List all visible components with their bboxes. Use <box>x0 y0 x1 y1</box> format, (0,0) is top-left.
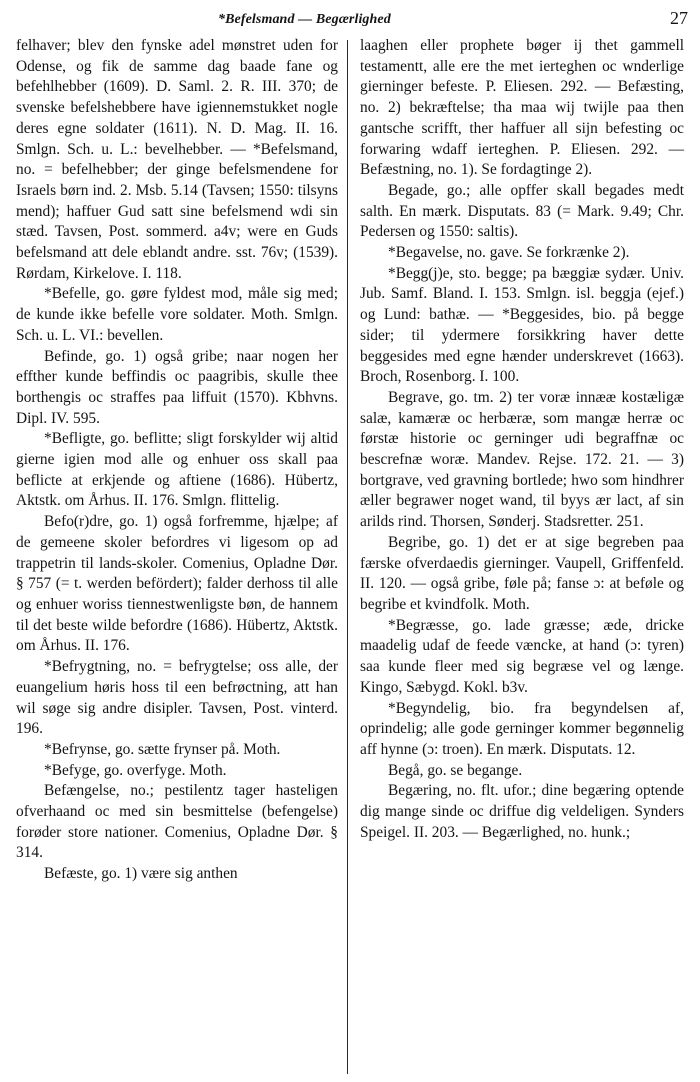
dictionary-entry: Befæste, go. 1) være sig anthen <box>44 865 238 883</box>
dictionary-entry: Begrave, go. tm. 2) ter voræ innææ kostæligæ salæ, kamæræ oc herbæræ, som mangæ herræ oc førstæ historie oc gerninger udi begraffnæ oc bescrefnæ woræ. Mandev. Rejse. 172. 21. — 3) bortgrave, ved gravning bortlede; hwo som hindhrer æller begrawer noget wand, til byys ær lact, af sin arilds rind. Thorsen, Sønderj. Stadsretter. 251. <box>360 388 684 531</box>
dictionary-entry: Befo(r)dre, go. 1) også forfremme, hjælpe; af de gemeene skoler befordres vi ligesom op ad trappetrin til lands-skoler. Comenius, Opladne Dør. § 757 (= t. werden befördert); falder derhoss til alle og enhuer woriss tiennestwenligste bøn, de hannem til det beste wilde befordre (1686). Hübertz, Aktstk. om Århus. II. 176. <box>16 513 338 655</box>
dictionary-entry: felhaver; blev den fynske adel mønstret uden for Odense, og fik de samme dag baade fane og befehlhebber (1609). D. Saml. 2. R. III. 370; de svenske befelshebbere have igiennemstukket nogle deres egne soldater (1611). N. D. Mag. II. 16. Smlgn. Sch. u. L.: bevelhebber. — *Befelsmand, no. = befelhebber; der ginge befelsmendene for Israels børn ind. 2. Msb. 5.14 (Tavsen; 1550: tilsyns mend); haffuer Gud satt sine befelsmend wdi sin stæd. Tavsen, Post. sommerd. a4v; were en Guds befelsmand att dele eblandt andre. sst. 76v; (1539). Rørdam, Kirkelove. I. 118. <box>16 37 338 282</box>
dictionary-entry: *Befyge, go. overfyge. Moth. <box>44 761 227 779</box>
dictionary-entry: Begribe, go. 1) det er at sige begreben paa færske ofverdaedis gierninger. Vaupell, Griffenfeld. II. 120. — også gribe, føle på; fanse ɔ: at beføle og begribe et kvindfolk. Moth. <box>360 533 684 613</box>
dictionary-entry: *Begavelse, no. gave. Se forkrænke 2). <box>388 244 630 262</box>
column-divider <box>347 40 348 1074</box>
dictionary-entry: laaghen eller prophete bøger ij thet gammell testamentt, alle ere the met ierteghen oc wnderlige gierninger befeste. P. Eliesen. 292. — Befæsting, no. 2) bekræftelse; tha maa wij twijle paa then gantsche scrifft, ther haffuer all sijn befesting oc forwaring wdaff ierteghen. P. Eliesen. 292. — Befæstning, no. 1). Se fordagtinge 2). <box>360 37 684 179</box>
running-head: *Befelsmand — Begærlighed <box>218 12 391 27</box>
dictionary-entry: *Befelle, go. gøre fyldest mod, måle sig med; de kunde ikke befelle vore soldater. Moth. Smlgn. Sch. u. L. VI.: bevellen. <box>16 285 338 344</box>
dictionary-entry: *Befligte, go. beflitte; sligt forskylder wij altid gierne igien mod alle og enhuer oss skall paa beflicte at erkjende og aftiene (1686). Hübertz, Aktstk. om Århus. II. 176. Smlgn. flittelig. <box>16 430 338 510</box>
dictionary-entry: *Begyndelig, bio. fra begyndelsen af, oprindelig; alle gode gerninger kommer begønnelig aff hynne (ɔ: troen). En mærk. Disputats. 12. <box>360 699 684 758</box>
dictionary-entry: Befængelse, no.; pestilentz tager hasteligen ofverhaand oc med sin besmittelse (befengelse) forøder store nationer. Comenius, Opladne Dør. § 314. <box>16 782 338 862</box>
right-column <box>360 36 684 843</box>
dictionary-entry: Befinde, go. 1) også gribe; naar nogen her effther kunde beffindis oc paagribis, skulle thee borthengis oc straffes paa liffuit (1570). Kbhvns. Dipl. IV. 595. <box>16 347 338 427</box>
dictionary-entry: *Befrynse, go. sætte frynser på. Moth. <box>44 740 281 758</box>
dictionary-entry: Begæring, no. flt. ufor.; dine begæring optende dig mange sinde oc driffue dig veldeligen. Synders Speigel. II. 203. — Begærlighed, no. hunk.; <box>360 782 684 841</box>
left-column <box>16 36 338 885</box>
dictionary-entry: Begade, go.; alle opffer skall begades medt salth. En mærk. Disputats. 83 (= Mark. 9.49; Chr. Pedersen og 1550: saltis). <box>360 181 684 241</box>
dictionary-entry: *Begg(j)e, sto. begge; pa bæggiæ sydær. Univ. Jub. Samf. Bland. I. 153. Smlgn. isl. beggja (ejef.) og Lund: bathæ. — *Beggesides, bio. på begge sider; til ydermere forsikkring haver dette beggesides med egne hænder underskrevet (1663). Broch, Rosenborg. I. 100. <box>360 264 684 386</box>
dictionary-entry: *Befrygtning, no. = befrygtelse; oss alle, der euangelium høris hoss til een befrøctning, att han wil søge sig andre disipler. Tavsen, Post. vinterd. 196. <box>16 658 338 738</box>
page-header <box>0 4 700 32</box>
dictionary-entry: *Begræsse, go. lade græsse; æde, dricke maadelig udaf de feede væncke, at hand (ɔ: tyren) saa kunde fleer med sig begræse vel og længe. Kingo, Sæbygd. Kokl. b3v. <box>360 616 684 696</box>
page-number: 27 <box>670 8 688 28</box>
dictionary-entry: Begå, go. se begange. <box>388 761 523 779</box>
